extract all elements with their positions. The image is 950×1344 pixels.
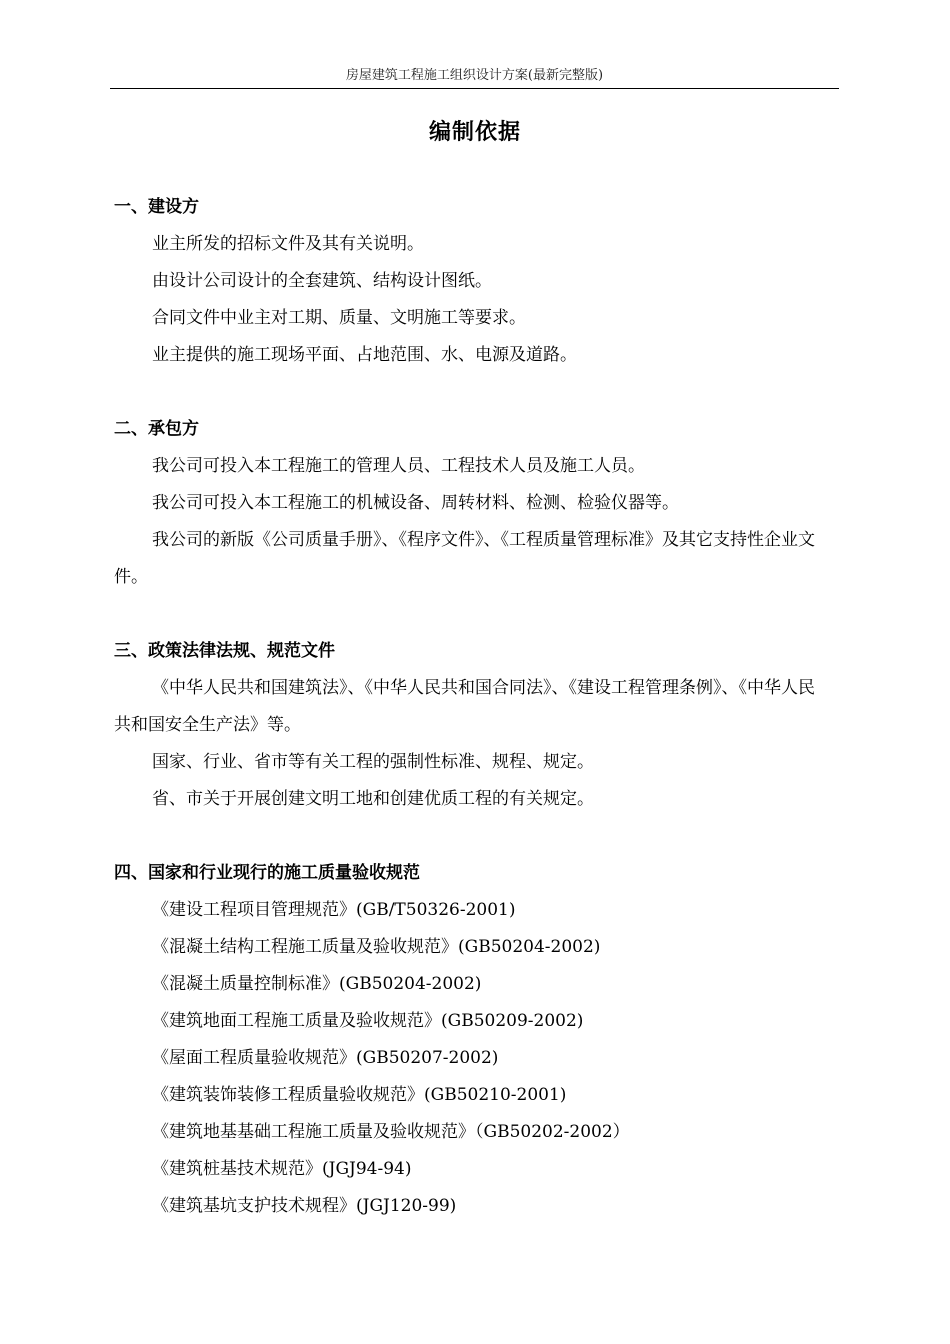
section-heading: 三、政策法律法规、规范文件 (114, 641, 335, 661)
section-heading: 二、承包方 (114, 419, 199, 439)
paragraph: 省、市关于开展创建文明工地和创建优质工程的有关规定。 (152, 789, 594, 809)
paragraph: 《中华人民共和国建筑法》、《中华人民共和国合同法》、《建设工程管理条例》、《中华人民共和国安全生产法》等。 (114, 678, 815, 735)
reference-item: 《建筑装饰装修工程质量验收规范》(GB50210-2001) (152, 1085, 567, 1105)
document-title: 编制依据 (428, 119, 521, 145)
section-contractor (114, 411, 826, 596)
paragraph: 我公司可投入本工程施工的机械设备、周转材料、检测、检验仪器等。 (152, 493, 679, 513)
paragraph: 业主所发的招标文件及其有关说明。 (152, 234, 424, 254)
paragraph: 由设计公司设计的全套建筑、结构设计图纸。 (152, 271, 492, 291)
section-acceptance-codes (114, 855, 826, 1225)
reference-item: 《混凝土结构工程施工质量及验收规范》(GB50204-2002) (152, 937, 601, 957)
paragraph: 国家、行业、省市等有关工程的强制性标准、规程、规定。 (152, 752, 594, 772)
paragraph: 业主提供的施工现场平面、占地范围、水、电源及道路。 (152, 345, 577, 365)
reference-item: 《建筑基坑支护技术规程》(JGJ120-99) (152, 1196, 457, 1216)
running-header: 房屋建筑工程施工组织设计方案(最新完整版) (110, 66, 839, 89)
section-owner (114, 189, 826, 374)
reference-item: 《建筑桩基技术规范》(JGJ94-94) (152, 1159, 412, 1179)
section-laws-regulations (114, 633, 826, 818)
section-heading: 一、建设方 (114, 197, 199, 217)
reference-item: 《混凝土质量控制标准》(GB50204-2002) (152, 974, 482, 994)
reference-item: 《建筑地面工程施工质量及验收规范》(GB50209-2002) (152, 1011, 584, 1031)
reference-item: 《屋面工程质量验收规范》(GB50207-2002) (152, 1048, 499, 1068)
paragraph: 合同文件中业主对工期、质量、文明施工等要求。 (152, 308, 526, 328)
reference-item: 《建筑地基基础工程施工质量及验收规范》（GB50202-2002） (152, 1122, 630, 1142)
section-heading: 四、国家和行业现行的施工质量验收规范 (114, 863, 420, 883)
paragraph: 我公司可投入本工程施工的管理人员、工程技术人员及施工人员。 (152, 456, 645, 476)
paragraph: 我公司的新版《公司质量手册》、《程序文件》、《工程质量管理标准》及其它支持性企业文件。 (114, 530, 815, 587)
reference-item: 《建设工程项目管理规范》(GB/T50326-2001) (152, 900, 516, 920)
document-body (114, 189, 826, 1262)
